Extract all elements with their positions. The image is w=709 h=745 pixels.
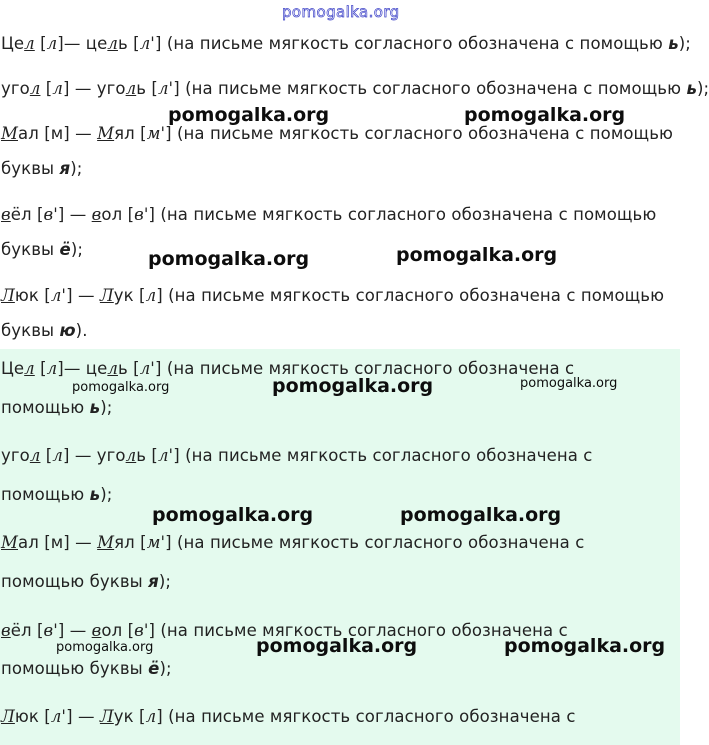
- watermark: pomogalka.org: [168, 104, 330, 126]
- text-line: буквы я);: [1, 159, 83, 178]
- watermark: pomogalka.org: [148, 248, 310, 270]
- text-line: Цел [л]— цель [л'] (на письме мягкость согласного обозначена с помощью ь);: [1, 34, 691, 53]
- text-line: угол [л] — уголь [л'] (на письме мягкость согласного обозначена с: [1, 446, 593, 465]
- watermark: pomogalka.org: [272, 375, 434, 397]
- watermark: pomogalka.org: [400, 504, 562, 526]
- text-line: вёл [в'] — вол [в'] (на письме мягкость согласного обозначена с помощью: [1, 205, 657, 224]
- text-line: помощью ь);: [1, 485, 113, 504]
- header-watermark: pomogalka.org: [282, 3, 400, 21]
- text-line: буквы ю).: [1, 321, 88, 340]
- watermark: pomogalka.org: [152, 504, 314, 526]
- text-line: помощью буквы я);: [1, 572, 172, 591]
- text-line: угол [л] — уголь [л'] (на письме мягкость согласного обозначена с помощью ь);: [1, 79, 709, 98]
- text-line: Мал [м] — Мял [м'] (на письме мягкость согласного обозначена с помощью: [1, 124, 674, 143]
- text-line: помощью буквы ё);: [1, 659, 172, 678]
- text-line: Мал [м] — Мял [м'] (на письме мягкость согласного обозначена с: [1, 533, 585, 552]
- text-line: Люк [л'] — Лук [л] (на письме мягкость согласного обозначена с помощью: [1, 286, 665, 305]
- watermark: pomogalka.org: [396, 244, 558, 266]
- text-line: вёл [в'] — вол [в'] (на письме мягкость согласного обозначена с: [1, 621, 568, 640]
- watermark: pomogalka.org: [520, 376, 618, 391]
- text-line: Люк [л'] — Лук [л] (на письме мягкость согласного обозначена с: [1, 707, 576, 726]
- text-line: буквы ё);: [1, 240, 84, 259]
- text-line: помощью ь);: [1, 398, 113, 417]
- watermark: pomogalka.org: [504, 635, 666, 657]
- watermark: pomogalka.org: [256, 635, 418, 657]
- watermark: pomogalka.org: [464, 104, 626, 126]
- watermark: pomogalka.org: [56, 640, 154, 655]
- text-line: Цел [л]— цель [л'] (на письме мягкость согласного обозначена с: [1, 359, 575, 378]
- watermark: pomogalka.org: [72, 380, 170, 395]
